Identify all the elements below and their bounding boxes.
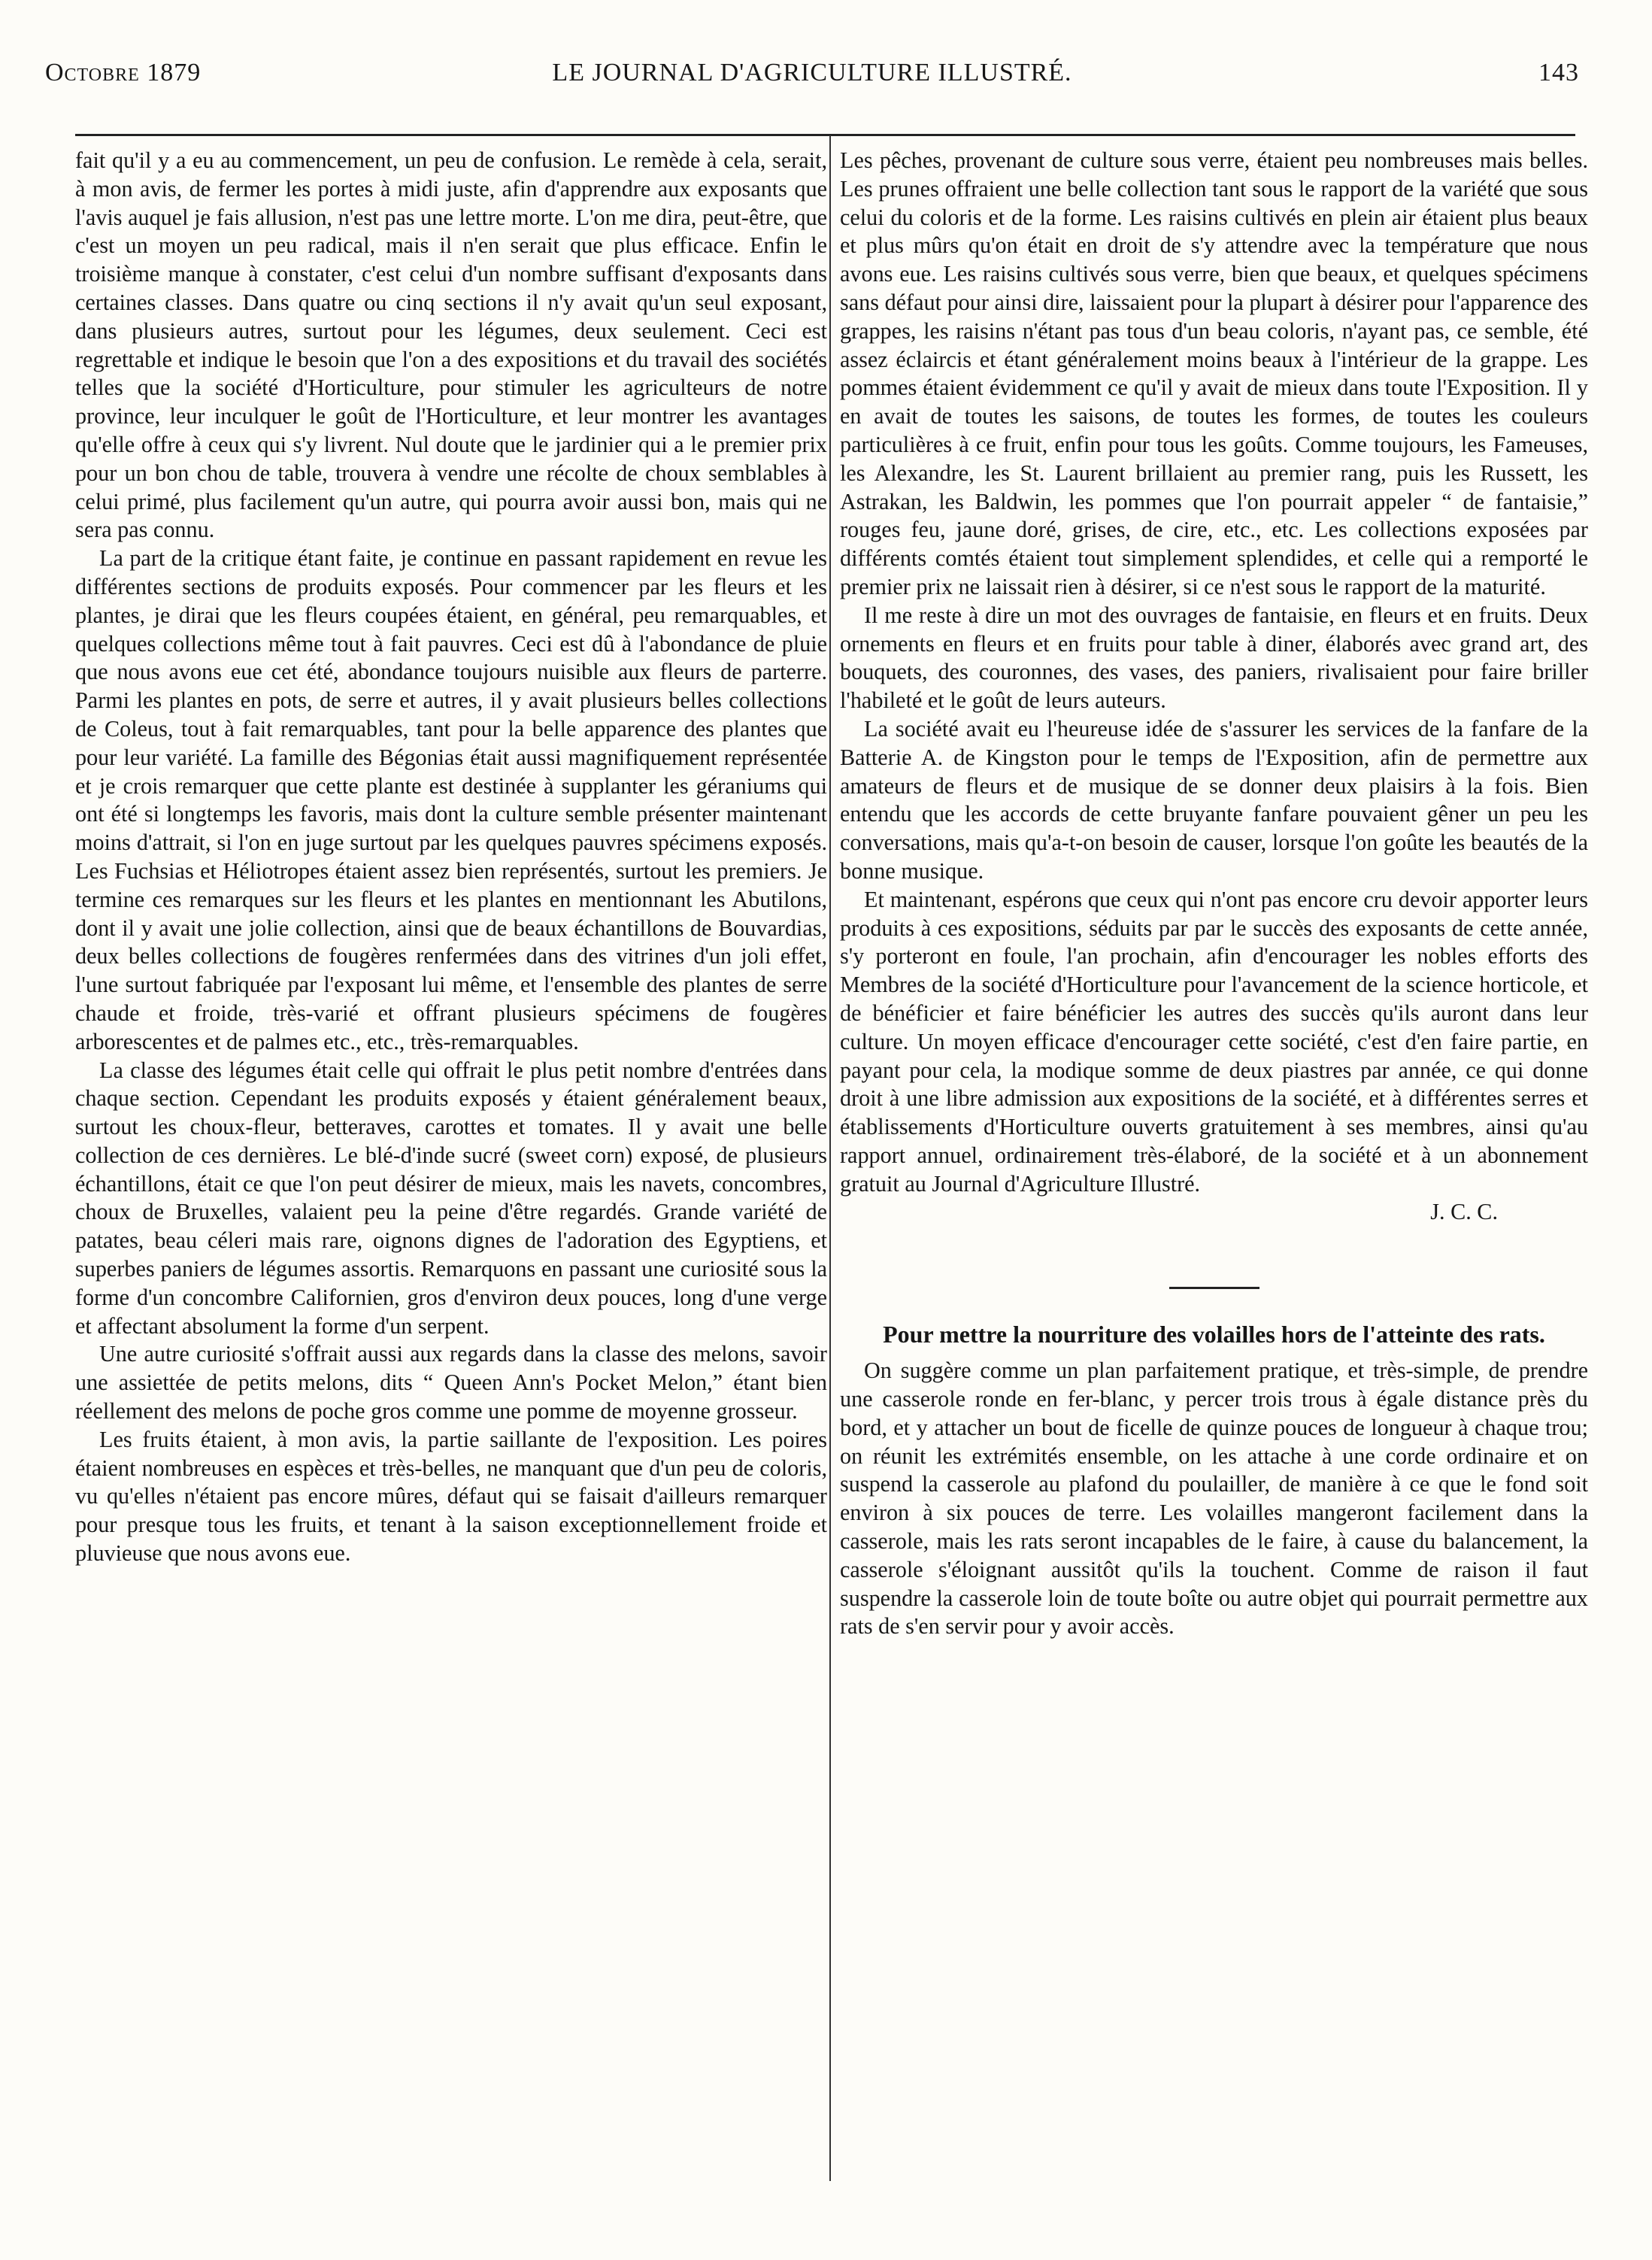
right-paragraph-2: Il me reste à dire un mot des ouvrages de fantaisie, en fleurs et en fruits. Deux ornements en fleurs et en fruits pour table à diner, élaborés avec grand art, des bouquets, des couronnes, des vases, des paniers, rivalisaient pour faire briller l'habileté et le goût de leurs auteurs.	[840, 602, 1588, 714]
right-column	[840, 147, 1588, 1641]
column-divider	[829, 135, 831, 2181]
article-separator	[1169, 1287, 1259, 1289]
right-paragraph-3: La société avait eu l'heureuse idée de s'assurer les services de la fanfare de la Batterie A. de Kingston pour le temps de l'Exposition, afin de permettre aux amateurs de fleurs et de musique de se donner deux plaisirs à la fois. Bien entendu que les accords de cette bruyante fanfare pouvaient gêner un peu les conversations, mais qu'a-t-on besoin de causer, lorsque l'on goûte les beautés de la bonne musique.	[840, 715, 1588, 884]
header-page-number: 143	[1538, 59, 1579, 86]
left-paragraph-1: fait qu'il y a eu au commencement, un peu de confusion. Le remède à cela, serait, à mon avis, de fermer les portes à midi juste, afin d'apprendre aux exposants que l'avis auquel je fais allusion, n'est pas une lettre morte. L'on me dira, peut-être, que c'est un moyen un peu radical, mais il n'en serait que plus efficace. Enfin le troisième manque à constater, c'est celui d'un nombre suffisant d'exposants dans certaines classes. Dans quatre ou cinq sections il n'y avait qu'un seul exposant, dans plusieurs autres, surtout pour les légumes, deux seulement. Ceci est regrettable et indique le besoin que l'on a des expositions et du travail des sociétés telles que la société d'Horticulture, pour stimuler les agriculteurs de notre province, leur inculquer le goût de l'Horticulture, et leur montrer les avantages qu'elle offre à ceux qui s'y livrent. Nul doute que le jardinier qui a le premier prix pour un bon chou de table, trouvera à vendre une récolte de choux semblables à celui primé, plus facilement qu'un autre, qui pourra avoir aussi bon, mais qui ne sera pas connu.	[75, 147, 827, 543]
page-header	[45, 59, 1579, 104]
left-paragraph-2: La part de la critique étant faite, je continue en passant rapidement en revue les différentes sections de produits exposés. Pour commencer par les fleurs et les plantes, je dirai que les fleurs coupées étaient, en général, peu remarquables, et quelques collections même tout à fait pauvres. Ceci est dû à l'abondance de pluie que nous avons eue cet été, abondance toujours nuisible aux fleurs de parterre. Parmi les plantes en pots, de serre et autres, il y avait plusieurs belles collections de Coleus, tout à fait remarquables, tant pour la belle apparence des plantes que pour leur variété. La famille des Bégonias était aussi magnifiquement représentée et je crois remarquer que cette plante est destinée à supplanter les géraniums qui ont été si longtemps les favoris, mais dont la culture semble présenter maintenant moins d'attrait, si l'on en juge surtout par les quelques pauvres spécimens exposés. Les Fuchsias et Héliotropes étaient assez bien représentés, surtout les premiers. Je termine ces remarques sur les fleurs et les plantes en mentionnant les Abutilons, dont il y avait une jolie collection, ainsi que de beaux échantillons de Bouvardias, deux belles collections de fougères renfermées dans des vitrines d'un joli effet, l'une surtout fabriquée par l'exposant lui même, et l'ensemble des plantes de serre chaude et froide, très-varié et offrant plusieurs spécimens de fougères arborescentes et de palmes etc., etc., très-remarquables.	[75, 545, 827, 1054]
header-journal-title: LE JOURNAL D'AGRICULTURE ILLUSTRÉ.	[552, 59, 1072, 86]
left-paragraph-5: Les fruits étaient, à mon avis, la partie saillante de l'exposition. Les poires étaient nombreuses en espèces et très-belles, ne manquant que d'un peu de coloris, vu qu'elles n'étaient pas encore mûres, défaut qui se faisait d'ailleurs remarquer pour presque tous les fruits, et tenant à la saison exceptionnellement froide et pluvieuse que nous avons eue.	[75, 1426, 827, 1567]
article-signature: J. C. C.	[1430, 1199, 1498, 1225]
left-column	[75, 147, 827, 1568]
right-paragraph-4: Et maintenant, espérons que ceux qui n'ont pas encore cru devoir apporter leurs produits à ces expositions, séduits par par le succès des exposants de cette année, s'y porteront en foule, l'an prochain, afin d'encourager les nobles efforts des Membres de la société d'Horticulture pour l'avancement de la science horticole, et de bénéficier et faire bénéficier les autres des succès qu'ils auront dans leur culture. Un moyen efficace d'encourager cette société, c'est d'en faire partie, en payant pour cela, la modique somme de deux piastres par année, ce qui donne droit à une libre admission aux expositions de la société, et à différentes serres et établissements d'Horticulture ouverts gratuitement à ses membres, ainsi qu'au rapport annuel, ordinairement très-élaboré, de la société et à un abonnement gratuit au Journal d'Agriculture Illustré.	[840, 886, 1588, 1197]
article-title: Pour mettre la nourriture des volailles hors de l'atteinte des rats.	[883, 1321, 1545, 1348]
left-paragraph-4: Une autre curiosité s'offrait aussi aux regards dans la classe des melons, savoir une assiettée de petits melons, dits “ Queen Ann's Pocket Melon,” étant bien réellement des melons de poche gros comme une pomme de moyenne grosseur.	[75, 1341, 827, 1424]
header-rule	[75, 134, 1575, 136]
right-paragraph-1: Les pêches, provenant de culture sous verre, étaient peu nombreuses mais belles. Les prunes offraient une belle collection tant sous le rapport de la variété que sous celui du coloris et de la forme. Les raisins cultivés en plein air étaient plus beaux et plus mûrs qu'on était en droit de s'y attendre avec la température que nous avons eue. Les raisins cultivés sous verre, bien que beaux, et quelques spécimens sans défaut pour ainsi dire, laissaient pour la plupart à désirer pour l'apparence des grappes, les raisins n'étant pas tous d'un beau coloris, n'ayant pas, ce semble, été assez éclaircis et étant généralement moins beaux à l'intérieur de la grappe. Les pommes étaient évidemment ce qu'il y avait de mieux dans toute l'Exposition. Il y en avait de toutes les saisons, de toutes les formes, de toutes les couleurs particulières à ce fruit, enfin pour tous les goûts. Comme toujours, les Fameuses, les Alexandre, les St. Laurent brillaient au premier rang, puis les Russett, les Astrakan, les Baldwin, les pommes que l'on pourrait appeler “ de fantaisie,” rouges feu, jaune doré, grises, de cire, etc., etc. Les collections exposées par différents comtés étaient tout simplement splendides, et celle qui a remporté le premier prix ne laissait rien à désirer, si ce n'est sous le rapport de la maturité.	[840, 147, 1588, 599]
article-body: On suggère comme un plan parfaitement pratique, et très-simple, de prendre une casserole ronde en fer-blanc, y percer trois trous à égale distance près du bord, et y attacher un bout de ficelle de quinze pouces de longueur à chaque trou; on réunit les extrémités ensemble, on les attache à une corde ordinaire et on suspend la casserole au plafond du poulailler, de manière à ce que le fond soit environ à six pouces de terre. Les volailles mangeront facilement dans la casserole, mais les rats seront incapables de le faire, à cause du balancement, la casserole s'éloignant aussitôt qu'ils la touchent. Comme de raison il faut suspendre la casserole loin de toute boîte ou autre objet qui pourrait permettre aux rats de s'en servir pour y avoir accès.	[840, 1358, 1588, 1640]
left-paragraph-3: La classe des légumes était celle qui offrait le plus petit nombre d'entrées dans chaque section. Cependant les produits exposés y étaient généralement beaux, surtout les choux-fleur, betteraves, carottes et tomates. Il y avait une belle collection de ces dernières. Le blé-d'inde sucré (sweet corn) exposé, de plusieurs échantillons, était ce que l'on peut désirer de mieux, mais les navets, concombres, choux de Bruxelles, valaient peu la peine d'être regardés. Grande variété de patates, beau céleri mais rare, oignons dignes de l'adoration des Egyptiens, et superbes paniers de légumes assortis. Remarquons en passant une curiosité sous la forme d'un concombre Californien, gros d'environ deux pouces, long d'une verge et affectant absolument la forme d'un serpent.	[75, 1057, 827, 1339]
header-date: Octobre 1879	[45, 59, 202, 86]
